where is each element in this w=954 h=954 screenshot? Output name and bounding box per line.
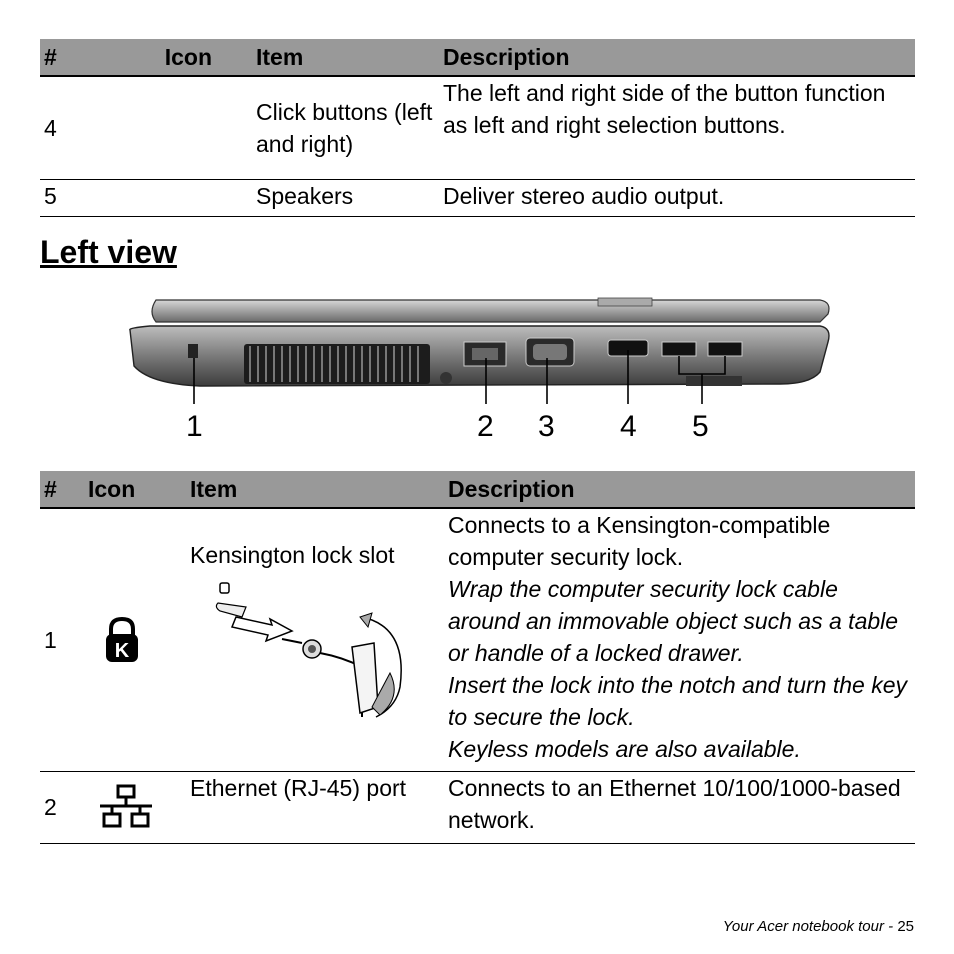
row-num: 2 — [40, 771, 84, 843]
row-item: Ethernet (RJ-45) port — [186, 771, 444, 843]
col-icon: Icon — [100, 39, 216, 76]
row-desc: Deliver stereo audio output. — [439, 179, 915, 216]
row-num: 5 — [40, 179, 100, 216]
col-num: # — [40, 39, 100, 76]
footer-text: Your Acer notebook tour - — [722, 918, 894, 935]
svg-text:K: K — [114, 639, 130, 662]
table-left-view — [40, 471, 915, 844]
page-number: 25 — [897, 918, 914, 935]
page-footer — [723, 918, 914, 935]
ethernet-icon — [98, 784, 154, 830]
row-desc-note: Keyless models are also available. — [448, 736, 801, 762]
kensington-lock-icon — [102, 616, 142, 664]
row-desc — [444, 508, 915, 771]
row-item: Click buttons (left and right) — [216, 76, 439, 179]
table-row — [40, 771, 915, 843]
section-title: Left view — [40, 234, 177, 270]
callout-label: 5 — [692, 410, 709, 443]
callout-label: 3 — [538, 410, 555, 443]
row-desc-text: Connects to a Kensington-compatible computer security lock. — [448, 512, 831, 570]
table-row — [40, 179, 915, 216]
row-icon — [84, 508, 186, 771]
callout-label: 2 — [477, 410, 494, 443]
table-row — [40, 76, 915, 179]
row-item: Speakers — [216, 179, 439, 216]
col-description: Description — [444, 471, 915, 508]
row-desc-note: Insert the lock into the notch and turn the key to secure the lock. — [448, 672, 908, 730]
table-header-row — [40, 39, 915, 76]
col-description: Description — [439, 39, 915, 76]
lock-insertion-illustration — [212, 577, 412, 727]
table-header-row — [40, 471, 915, 508]
row-desc: Connects to an Ethernet 10/100/1000-based network. — [444, 771, 915, 843]
callout-label: 4 — [620, 410, 637, 443]
row-num: 4 — [40, 76, 100, 179]
row-item-label: Kensington lock slot — [190, 542, 395, 568]
row-desc-note: Wrap the computer security lock cable around an immovable object such as a table or handle of a locked drawer. — [448, 576, 899, 666]
row-item — [186, 508, 444, 771]
col-num: # — [40, 471, 84, 508]
col-item: Item — [216, 39, 439, 76]
col-item: Item — [186, 471, 444, 508]
row-num: 1 — [40, 508, 84, 771]
laptop-left-view-illustration — [120, 292, 840, 404]
row-icon — [100, 76, 216, 179]
table-top — [40, 39, 915, 217]
row-icon — [100, 179, 216, 216]
row-icon — [84, 771, 186, 843]
col-icon: Icon — [84, 471, 186, 508]
table-row — [40, 508, 915, 771]
callout-label: 1 — [186, 410, 203, 443]
row-desc: The left and right side of the button function as left and right selection buttons. — [439, 76, 915, 179]
